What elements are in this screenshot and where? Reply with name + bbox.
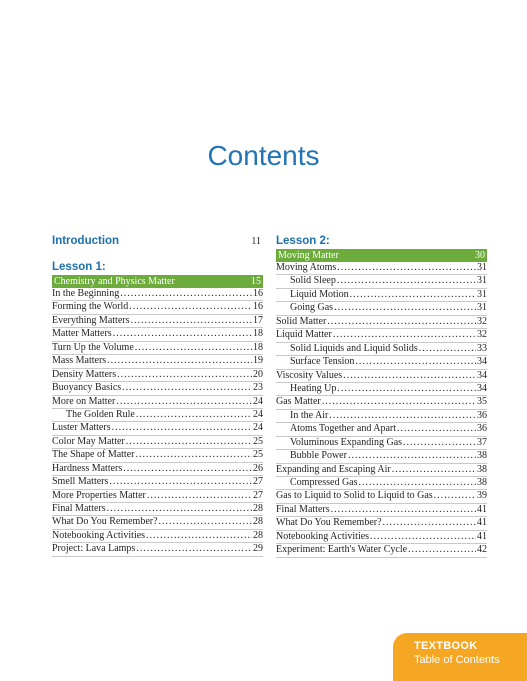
toc-entry-page: 17 <box>253 314 263 326</box>
toc-entry[interactable] <box>276 490 487 503</box>
toc-entry-page: 26 <box>253 462 263 474</box>
toc-entry-page: 28 <box>253 529 263 541</box>
toc-leader-dots <box>337 383 476 395</box>
toc-leader-dots <box>120 288 252 300</box>
toc-entry[interactable] <box>276 517 487 530</box>
toc-entry[interactable] <box>276 396 487 409</box>
toc-entry-title: In the Air <box>290 409 329 421</box>
toc-entry[interactable] <box>276 423 487 436</box>
toc-leader-dots <box>109 476 252 488</box>
toc-leader-dots <box>355 356 476 368</box>
toc-leader-dots <box>337 262 476 274</box>
toc-leader-dots <box>337 275 476 287</box>
toc-entry-page: 27 <box>253 489 263 501</box>
toc-leader-dots <box>334 302 476 314</box>
toc-entry-title: Moving Atoms <box>276 262 337 273</box>
toc-entry[interactable] <box>276 464 487 477</box>
toc-leader-dots <box>129 301 252 313</box>
toc-entry-page: 24 <box>253 408 263 420</box>
toc-entry-title: Liquid Motion <box>290 288 349 300</box>
toc-entry-page: 28 <box>253 503 263 514</box>
toc-leader-dots <box>107 355 252 367</box>
toc-leader-dots <box>107 503 252 515</box>
toc-entry-page: 16 <box>253 288 263 299</box>
toc-entry-page: 41 <box>477 503 487 515</box>
toc-entry-title: Bubble Power <box>290 450 347 462</box>
toc-entry[interactable] <box>276 531 487 544</box>
toc-entry-page: 29 <box>253 543 263 555</box>
toc-leader-dots <box>135 449 252 461</box>
toc-entry[interactable] <box>276 544 487 557</box>
toc-entry-title: Density Matters <box>52 368 117 380</box>
toc-leader-dots <box>348 450 476 462</box>
tab-toc-label: Table of Contents <box>414 654 500 666</box>
toc-entry-title: Compressed Gas <box>290 477 358 488</box>
toc-entry[interactable] <box>52 396 263 409</box>
toc-entry-page: 35 <box>477 396 487 408</box>
toc-entry-title: Going Gas <box>290 302 334 314</box>
toc-entry-page: 24 <box>253 422 263 434</box>
toc-leader-dots <box>113 328 252 340</box>
toc-entry[interactable] <box>276 477 487 490</box>
toc-entry[interactable] <box>52 449 263 462</box>
toc-entry-title: Atoms Together and Apart <box>290 423 397 435</box>
toc-entry[interactable] <box>276 302 487 315</box>
toc-entry-title: The Golden Rule <box>66 408 135 420</box>
toc-leader-dots <box>408 544 476 556</box>
toc-leader-dots <box>397 423 476 435</box>
toc-entry-title: Gas Matter <box>276 396 321 408</box>
toc-entry-page: 31 <box>477 262 487 273</box>
toc-entry-page: 31 <box>477 275 487 287</box>
toc-entry-page: 28 <box>253 516 263 528</box>
toc-entry-page: 23 <box>253 382 263 394</box>
toc-entry[interactable] <box>276 370 487 383</box>
toc-entry[interactable] <box>52 422 263 435</box>
toc-entry[interactable] <box>276 289 487 302</box>
toc-entry-title: What Do You Remember? <box>276 517 382 529</box>
toc-entry-page: 37 <box>477 436 487 448</box>
toc-leader-dots <box>136 409 252 421</box>
toc-entry-page: 32 <box>477 329 487 341</box>
toc-entry-title: Surface Tension <box>290 356 355 368</box>
toc-entry-page: 41 <box>477 530 487 542</box>
toc-leader-dots <box>370 531 476 543</box>
toc-entry[interactable] <box>52 543 263 556</box>
toc-entry-title: Everything Matters <box>52 314 130 326</box>
toc-leader-dots <box>403 437 476 449</box>
toc-entry[interactable] <box>276 262 487 275</box>
toc-entry-title: Heating Up <box>290 382 337 394</box>
toc-leader-dots <box>359 477 477 489</box>
toc-entry[interactable] <box>52 503 263 516</box>
toc-leader-dots <box>117 369 252 381</box>
toc-leader-dots <box>392 464 476 476</box>
toc-entry-page: 39 <box>477 490 487 502</box>
toc-entry[interactable] <box>52 463 263 476</box>
toc-entry-page: 19 <box>253 355 263 367</box>
toc-entry[interactable] <box>52 315 263 328</box>
toc-entry-page: 25 <box>253 449 263 461</box>
toc-entry-page: 38 <box>477 450 487 462</box>
toc-leader-dots <box>147 490 252 502</box>
toc-entry-page: 18 <box>253 328 263 340</box>
toc-leader-dots <box>350 289 476 301</box>
lesson-2-title-bar[interactable] <box>276 249 487 262</box>
toc-entry-title: Matter Matters <box>52 328 112 340</box>
lesson-2-page: 30 <box>475 250 485 261</box>
toc-entry[interactable] <box>52 355 263 368</box>
toc-leader-dots <box>383 517 476 529</box>
toc-entry-page: 34 <box>477 382 487 394</box>
toc-entry-page: 38 <box>477 463 487 475</box>
toc-entry-page: 34 <box>477 356 487 368</box>
introduction-label: Introduction <box>52 235 120 247</box>
toc-entry[interactable] <box>276 275 487 288</box>
toc-leader-dots <box>112 422 252 434</box>
lesson-1-title-bar[interactable] <box>52 275 263 288</box>
tab-textbook-label: TEXTBOOK <box>414 640 478 652</box>
toc-entry[interactable] <box>52 382 263 395</box>
toc-entry-title: Experiment: Earth's Water Cycle <box>276 544 408 556</box>
toc-leader-dots <box>135 342 252 354</box>
toc-entry[interactable] <box>276 437 487 450</box>
toc-entry-page: 27 <box>253 476 263 488</box>
toc-entry-title: In the Beginning <box>52 288 120 299</box>
toc-entry-title: Final Matters <box>276 503 330 515</box>
toc-entry[interactable] <box>52 530 263 543</box>
toc-entry-title: Luster Matters <box>52 422 111 434</box>
toc-entry-title: Notebooking Activities <box>276 530 370 542</box>
toc-entry-title: Mass Matters <box>52 355 107 367</box>
toc-entry-title: Voluminous Expanding Gas <box>290 436 403 448</box>
toc-leader-dots <box>146 530 252 542</box>
toc-entry-title: Solid Matter <box>276 315 327 327</box>
toc-entry[interactable] <box>52 516 263 529</box>
toc-entry-page: 24 <box>253 395 263 407</box>
toc-leader-dots <box>343 370 476 382</box>
toc-entry-title: Gas to Liquid to Solid to Liquid to Gas <box>276 490 433 502</box>
toc-entry-page: 31 <box>477 302 487 314</box>
toc-entry-page: 34 <box>477 369 487 381</box>
toc-entry-page: 20 <box>253 368 263 380</box>
toc-entry-title: The Shape of Matter <box>52 449 135 461</box>
toc-entry-title: Solid Sleep <box>290 275 336 287</box>
contents-column-left <box>52 234 263 557</box>
toc-leader-dots <box>123 463 252 475</box>
toc-entry-title: Hardness Matters <box>52 462 123 474</box>
toc-leader-dots <box>159 516 252 528</box>
toc-leader-dots <box>116 396 252 408</box>
lesson-1-page: 15 <box>251 276 261 287</box>
toc-entry[interactable] <box>52 369 263 382</box>
toc-entry-page: 25 <box>253 435 263 447</box>
lesson-1-title: Chemistry and Physics Matter <box>54 276 175 287</box>
toc-entry-title: Turn Up the Volume <box>52 341 134 353</box>
toc-entry[interactable] <box>276 316 487 329</box>
toc-entry[interactable] <box>52 409 263 422</box>
lesson-1-entries <box>52 288 263 557</box>
toc-leader-dots <box>126 436 252 448</box>
toc-leader-dots <box>331 504 476 516</box>
lesson-2-title: Moving Matter <box>278 250 339 261</box>
toc-entry[interactable] <box>52 288 263 301</box>
toc-entry[interactable] <box>276 504 487 517</box>
toc-entry-title: More Properties Matter <box>52 489 146 501</box>
toc-entry-title: Final Matters <box>52 503 106 514</box>
toc-leader-dots <box>130 315 252 327</box>
toc-entry-page: 36 <box>477 423 487 435</box>
toc-entry-page: 42 <box>477 544 487 556</box>
toc-leader-dots <box>136 543 252 555</box>
toc-entry-title: Liquid Matter <box>276 329 332 341</box>
toc-entry[interactable] <box>276 383 487 396</box>
lesson-2-entries <box>276 262 487 558</box>
toc-entry-title: What Do You Remember? <box>52 516 158 528</box>
toc-entry-title: Solid Liquids and Liquid Solids <box>290 342 418 354</box>
toc-leader-dots <box>322 396 476 408</box>
toc-leader-dots <box>419 343 476 355</box>
introduction-page: 11 <box>251 236 261 247</box>
toc-entry-title: Viscosity Values <box>276 369 343 381</box>
toc-entry[interactable] <box>52 476 263 489</box>
toc-entry[interactable] <box>52 328 263 341</box>
lesson-1-label: Lesson 1: <box>52 261 106 273</box>
toc-leader-dots <box>122 382 252 394</box>
toc-entry-title: Buoyancy Basics <box>52 382 122 394</box>
toc-entry[interactable] <box>52 301 263 314</box>
toc-entry-page: 18 <box>253 341 263 353</box>
toc-entry-title: Expanding and Escaping Air <box>276 463 391 475</box>
toc-entry[interactable] <box>276 410 487 423</box>
lesson-2-label: Lesson 2: <box>276 235 330 247</box>
toc-entry[interactable] <box>52 342 263 355</box>
textbook-toc-tab[interactable] <box>393 633 527 681</box>
toc-entry[interactable] <box>276 450 487 463</box>
toc-leader-dots <box>329 410 476 422</box>
toc-entry-page: 41 <box>477 517 487 529</box>
toc-entry-title: Color May Matter <box>52 435 125 447</box>
toc-entry-page: 38 <box>477 477 487 488</box>
toc-entry-page: 32 <box>477 315 487 327</box>
toc-leader-dots <box>327 316 476 328</box>
toc-leader-dots <box>434 490 476 502</box>
page-title: Contents <box>207 140 320 171</box>
toc-entry-title: More on Matter <box>52 395 116 407</box>
toc-entry[interactable] <box>52 436 263 449</box>
toc-entry-title: Smell Matters <box>52 476 109 488</box>
toc-entry-title: Notebooking Activities <box>52 529 146 541</box>
toc-entry[interactable] <box>276 343 487 356</box>
introduction-heading[interactable] <box>52 234 263 248</box>
toc-entry-title: Forming the World <box>52 301 129 313</box>
contents-column-right <box>276 234 487 558</box>
toc-leader-dots <box>333 329 476 341</box>
toc-entry[interactable] <box>52 490 263 503</box>
toc-entry-page: 36 <box>477 409 487 421</box>
toc-entry-page: 31 <box>477 288 487 300</box>
toc-entry-page: 16 <box>253 301 263 313</box>
toc-entry-page: 33 <box>477 342 487 354</box>
toc-entry-title: Project: Lava Lamps <box>52 543 136 555</box>
toc-entry[interactable] <box>276 356 487 369</box>
toc-entry[interactable] <box>276 329 487 342</box>
